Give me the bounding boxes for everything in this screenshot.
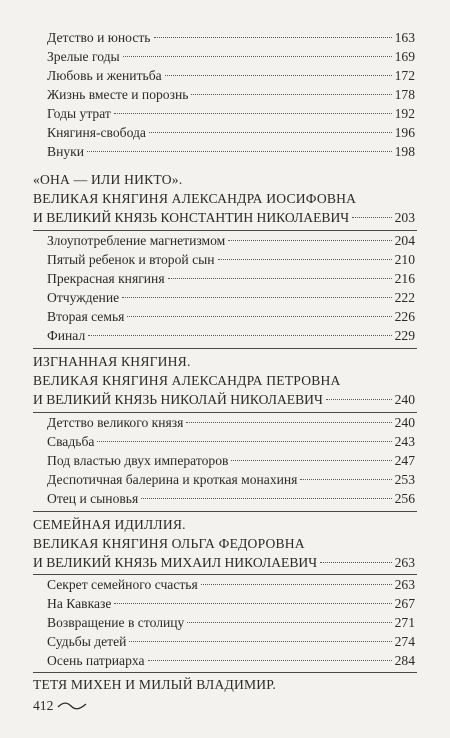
toc-entry-page: 196	[394, 125, 415, 140]
dot-leader	[87, 151, 392, 152]
section-heading-line: ТЕТЯ МИХЕН И МИЛЫЙ ВЛАДИМИР.	[33, 677, 276, 692]
toc-entry-title: Злоупотребление магнетизмом	[47, 233, 226, 248]
toc-entry	[0, 28, 450, 47]
toc-entry-title: Годы утрат	[47, 106, 111, 121]
section-divider	[33, 672, 417, 673]
toc-entry-page: 274	[394, 634, 415, 649]
dot-leader	[352, 217, 392, 218]
section-heading-line: И ВЕЛИКИЙ КНЯЗЬ НИКОЛАЙ НИКОЛАЕВИЧ	[33, 392, 323, 407]
toc-entry-title: Возвращение в столицу	[47, 615, 185, 630]
section-heading-entry	[0, 390, 450, 409]
toc-entry-title: Детство великого князя	[47, 415, 184, 430]
toc-entry	[0, 470, 450, 489]
toc-entry-page: 222	[394, 290, 415, 305]
toc-entry	[0, 104, 450, 123]
dot-leader	[123, 56, 392, 57]
toc-entry-title: Жизнь вместе и порознь	[47, 87, 189, 102]
toc-entry	[0, 231, 450, 250]
page-number	[33, 696, 87, 715]
toc-entry	[0, 288, 450, 307]
toc-entry	[0, 613, 450, 632]
section-heading-line: И ВЕЛИКИЙ КНЯЗЬ МИХАИЛ НИКОЛАЕВИЧ	[33, 555, 318, 570]
dot-leader	[300, 479, 391, 480]
toc-entry	[0, 632, 450, 651]
toc-entry-page: 204	[394, 233, 415, 248]
section-heading-page: 263	[394, 555, 415, 570]
toc-entry-page: 263	[394, 577, 415, 592]
section-divider	[33, 511, 417, 512]
toc-entry-page: 198	[394, 144, 415, 159]
dot-leader	[114, 113, 392, 114]
toc-entry	[0, 326, 450, 345]
dot-leader	[127, 316, 391, 317]
toc-entry-page: 210	[394, 252, 415, 267]
toc-entry-page: 229	[394, 328, 415, 343]
section-heading-line: ИЗГНАННАЯ КНЯГИНЯ.	[33, 354, 191, 369]
toc-entry-title: Любовь и женитьба	[47, 68, 162, 83]
toc-entry-title: Свадьба	[47, 434, 95, 449]
section-divider	[33, 348, 417, 349]
dot-leader	[154, 37, 392, 38]
toc-entry	[0, 307, 450, 326]
dot-leader	[201, 584, 392, 585]
toc-entry-page: 226	[394, 309, 415, 324]
toc-entry-title: Судьбы детей	[47, 634, 127, 649]
section-heading-page: 240	[394, 392, 415, 407]
dot-leader	[231, 460, 391, 461]
toc-entry	[0, 489, 450, 508]
toc-entry-page: 172	[394, 68, 415, 83]
toc-entry	[0, 47, 450, 66]
dot-leader	[148, 660, 392, 661]
toc-entry	[0, 413, 450, 432]
dot-leader	[149, 132, 392, 133]
section-heading-line: «ОНА — ИЛИ НИКТО».	[33, 172, 183, 187]
section-heading-page: 203	[394, 210, 415, 225]
toc-entry	[0, 651, 450, 670]
dot-leader	[187, 622, 391, 623]
toc-entry-page: 216	[394, 271, 415, 286]
toc-entry	[0, 451, 450, 470]
toc-entry-page: 163	[394, 30, 415, 45]
dot-leader	[129, 641, 391, 642]
toc-entry-title: Секрет семейного счастья	[47, 577, 198, 592]
toc-entry-title: Под властью двух императоров	[47, 453, 229, 468]
toc-entry	[0, 269, 450, 288]
dot-leader	[191, 94, 391, 95]
swash-ornament-icon	[57, 701, 87, 711]
dot-leader	[186, 422, 391, 423]
dot-leader	[165, 75, 392, 76]
toc-entry-title: Отчуждение	[47, 290, 120, 305]
dot-leader	[168, 278, 392, 279]
toc-entry-title: Детство и юность	[47, 30, 151, 45]
toc-entry-title: Прекрасная княгиня	[47, 271, 165, 286]
section-heading-entry	[0, 553, 450, 572]
section-heading-line: ВЕЛИКАЯ КНЯГИНЯ АЛЕКСАНДРА ПЕТРОВНА	[33, 373, 341, 388]
toc-entry-title: Внуки	[47, 144, 85, 159]
dot-leader	[141, 498, 391, 499]
toc-entry-page: 178	[394, 87, 415, 102]
dot-leader	[326, 399, 392, 400]
toc-entry-title: Осень патриарха	[47, 653, 145, 668]
section-heading-entry	[0, 208, 450, 227]
toc-entry-title: Княгиня-свобода	[47, 125, 146, 140]
section-heading-line: СЕМЕЙНАЯ ИДИЛЛИЯ.	[33, 517, 186, 532]
toc-entry-page: 247	[394, 453, 415, 468]
toc-entry-page: 271	[394, 615, 415, 630]
toc-entry	[0, 123, 450, 142]
toc-entry	[0, 142, 450, 161]
toc-entry-title: Зрелые годы	[47, 49, 120, 64]
toc-entry-title: Отец и сыновья	[47, 491, 139, 506]
toc-entry-title: Пятый ребенок и второй сын	[47, 252, 215, 267]
dot-leader	[88, 335, 391, 336]
toc-entry	[0, 594, 450, 613]
toc-entry	[0, 85, 450, 104]
toc-entry-page: 192	[394, 106, 415, 121]
toc-entry-page: 243	[394, 434, 415, 449]
section-heading-line: И ВЕЛИКИЙ КНЯЗЬ КОНСТАНТИН НИКОЛАЕВИЧ	[33, 210, 350, 225]
section-heading-line: ВЕЛИКАЯ КНЯГИНЯ АЛЕКСАНДРА ИОСИФОВНА	[33, 191, 357, 206]
dot-leader	[97, 441, 391, 442]
dot-leader	[218, 259, 392, 260]
dot-leader	[122, 297, 391, 298]
toc-entry-page: 240	[394, 415, 415, 430]
toc-entry-page: 267	[394, 596, 415, 611]
dot-leader	[320, 562, 392, 563]
toc-entry-title: Вторая семья	[47, 309, 125, 324]
toc-entry-title: Финал	[47, 328, 86, 343]
toc-entry-title: На Кавказе	[47, 596, 112, 611]
toc-entry-page: 253	[394, 472, 415, 487]
toc-entry-page: 169	[394, 49, 415, 64]
toc-entry	[0, 250, 450, 269]
section-heading-line: ВЕЛИКАЯ КНЯГИНЯ ОЛЬГА ФЕДОРОВНА	[33, 536, 305, 551]
toc-entry-page: 284	[394, 653, 415, 668]
dot-leader	[228, 240, 391, 241]
toc-entry	[0, 432, 450, 451]
dot-leader	[114, 603, 391, 604]
toc-entry-page: 256	[394, 491, 415, 506]
toc-entry	[0, 575, 450, 594]
toc-entry-title: Деспотичная балерина и кроткая монахиня	[47, 472, 298, 487]
toc-entry	[0, 66, 450, 85]
page-number-text: 412	[33, 698, 54, 713]
